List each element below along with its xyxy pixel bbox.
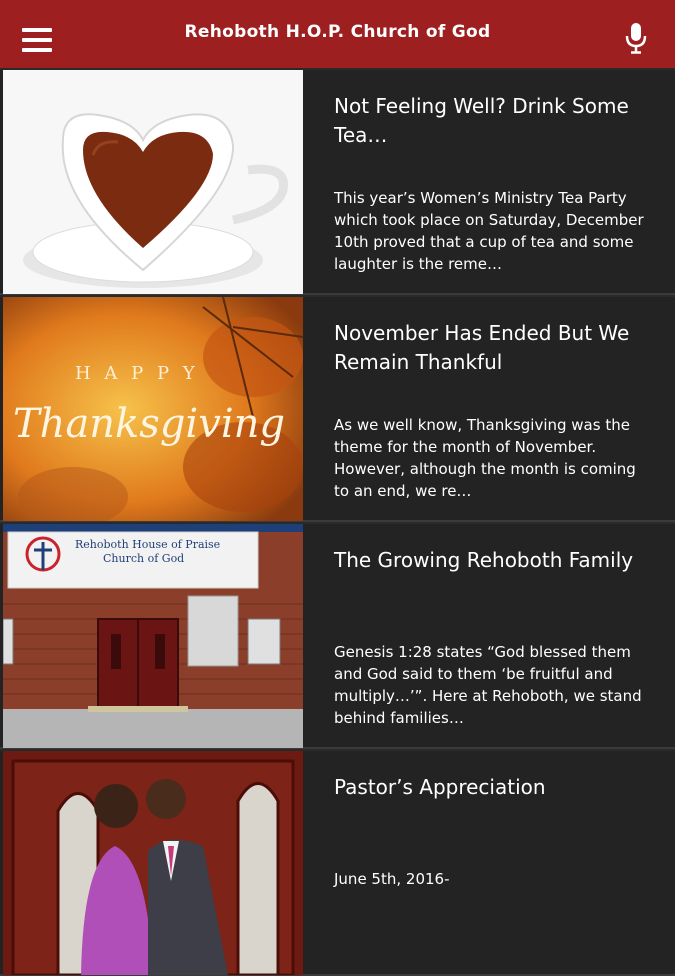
feed-item-family[interactable] <box>0 524 675 749</box>
feed-item-tea[interactable] <box>0 70 675 295</box>
app-title: Rehoboth H.O.P. Church of God <box>184 22 491 42</box>
church-building-image <box>3 524 303 748</box>
post-excerpt: As we well know, Thanksgiving was the theme for the month of November. However, although the month is coming to an end, we re… <box>334 416 636 500</box>
post-title: Not Feeling Well? Drink Some Tea… <box>334 94 629 147</box>
post-excerpt: This year’s Women’s Ministry Tea Party which took place on Saturday, December 10th proved that a cup of tea and some laughter is the reme… <box>334 189 644 273</box>
feed-item-pastor[interactable] <box>0 751 675 976</box>
post-excerpt: June 5th, 2016- <box>334 870 450 888</box>
thanksgiving-image <box>3 297 303 521</box>
hamburger-menu-icon[interactable] <box>22 28 52 52</box>
tea-cup-image <box>3 70 303 294</box>
app-bar <box>0 0 675 68</box>
sign-line-2: Church of God <box>103 552 185 565</box>
feed-item-thanksgiving[interactable] <box>0 297 675 522</box>
image-happy-text: H A P P Y <box>75 363 199 384</box>
post-excerpt: Genesis 1:28 states “God blessed them and God said to them ‘be fruitful and multiply…’”. Here at Rehoboth, we stand behind families… <box>334 643 642 727</box>
post-title: November Has Ended But We Remain Thankful <box>334 321 630 374</box>
image-thanksgiving-text: Thanksgiving <box>13 401 285 447</box>
sign-line-1: Rehoboth House of Praise <box>75 538 221 551</box>
post-title: The Growing Rehoboth Family <box>334 548 634 572</box>
pastor-couple-image <box>3 751 303 975</box>
microphone-icon[interactable] <box>625 22 647 54</box>
post-title: Pastor’s Appreciation <box>334 775 546 799</box>
